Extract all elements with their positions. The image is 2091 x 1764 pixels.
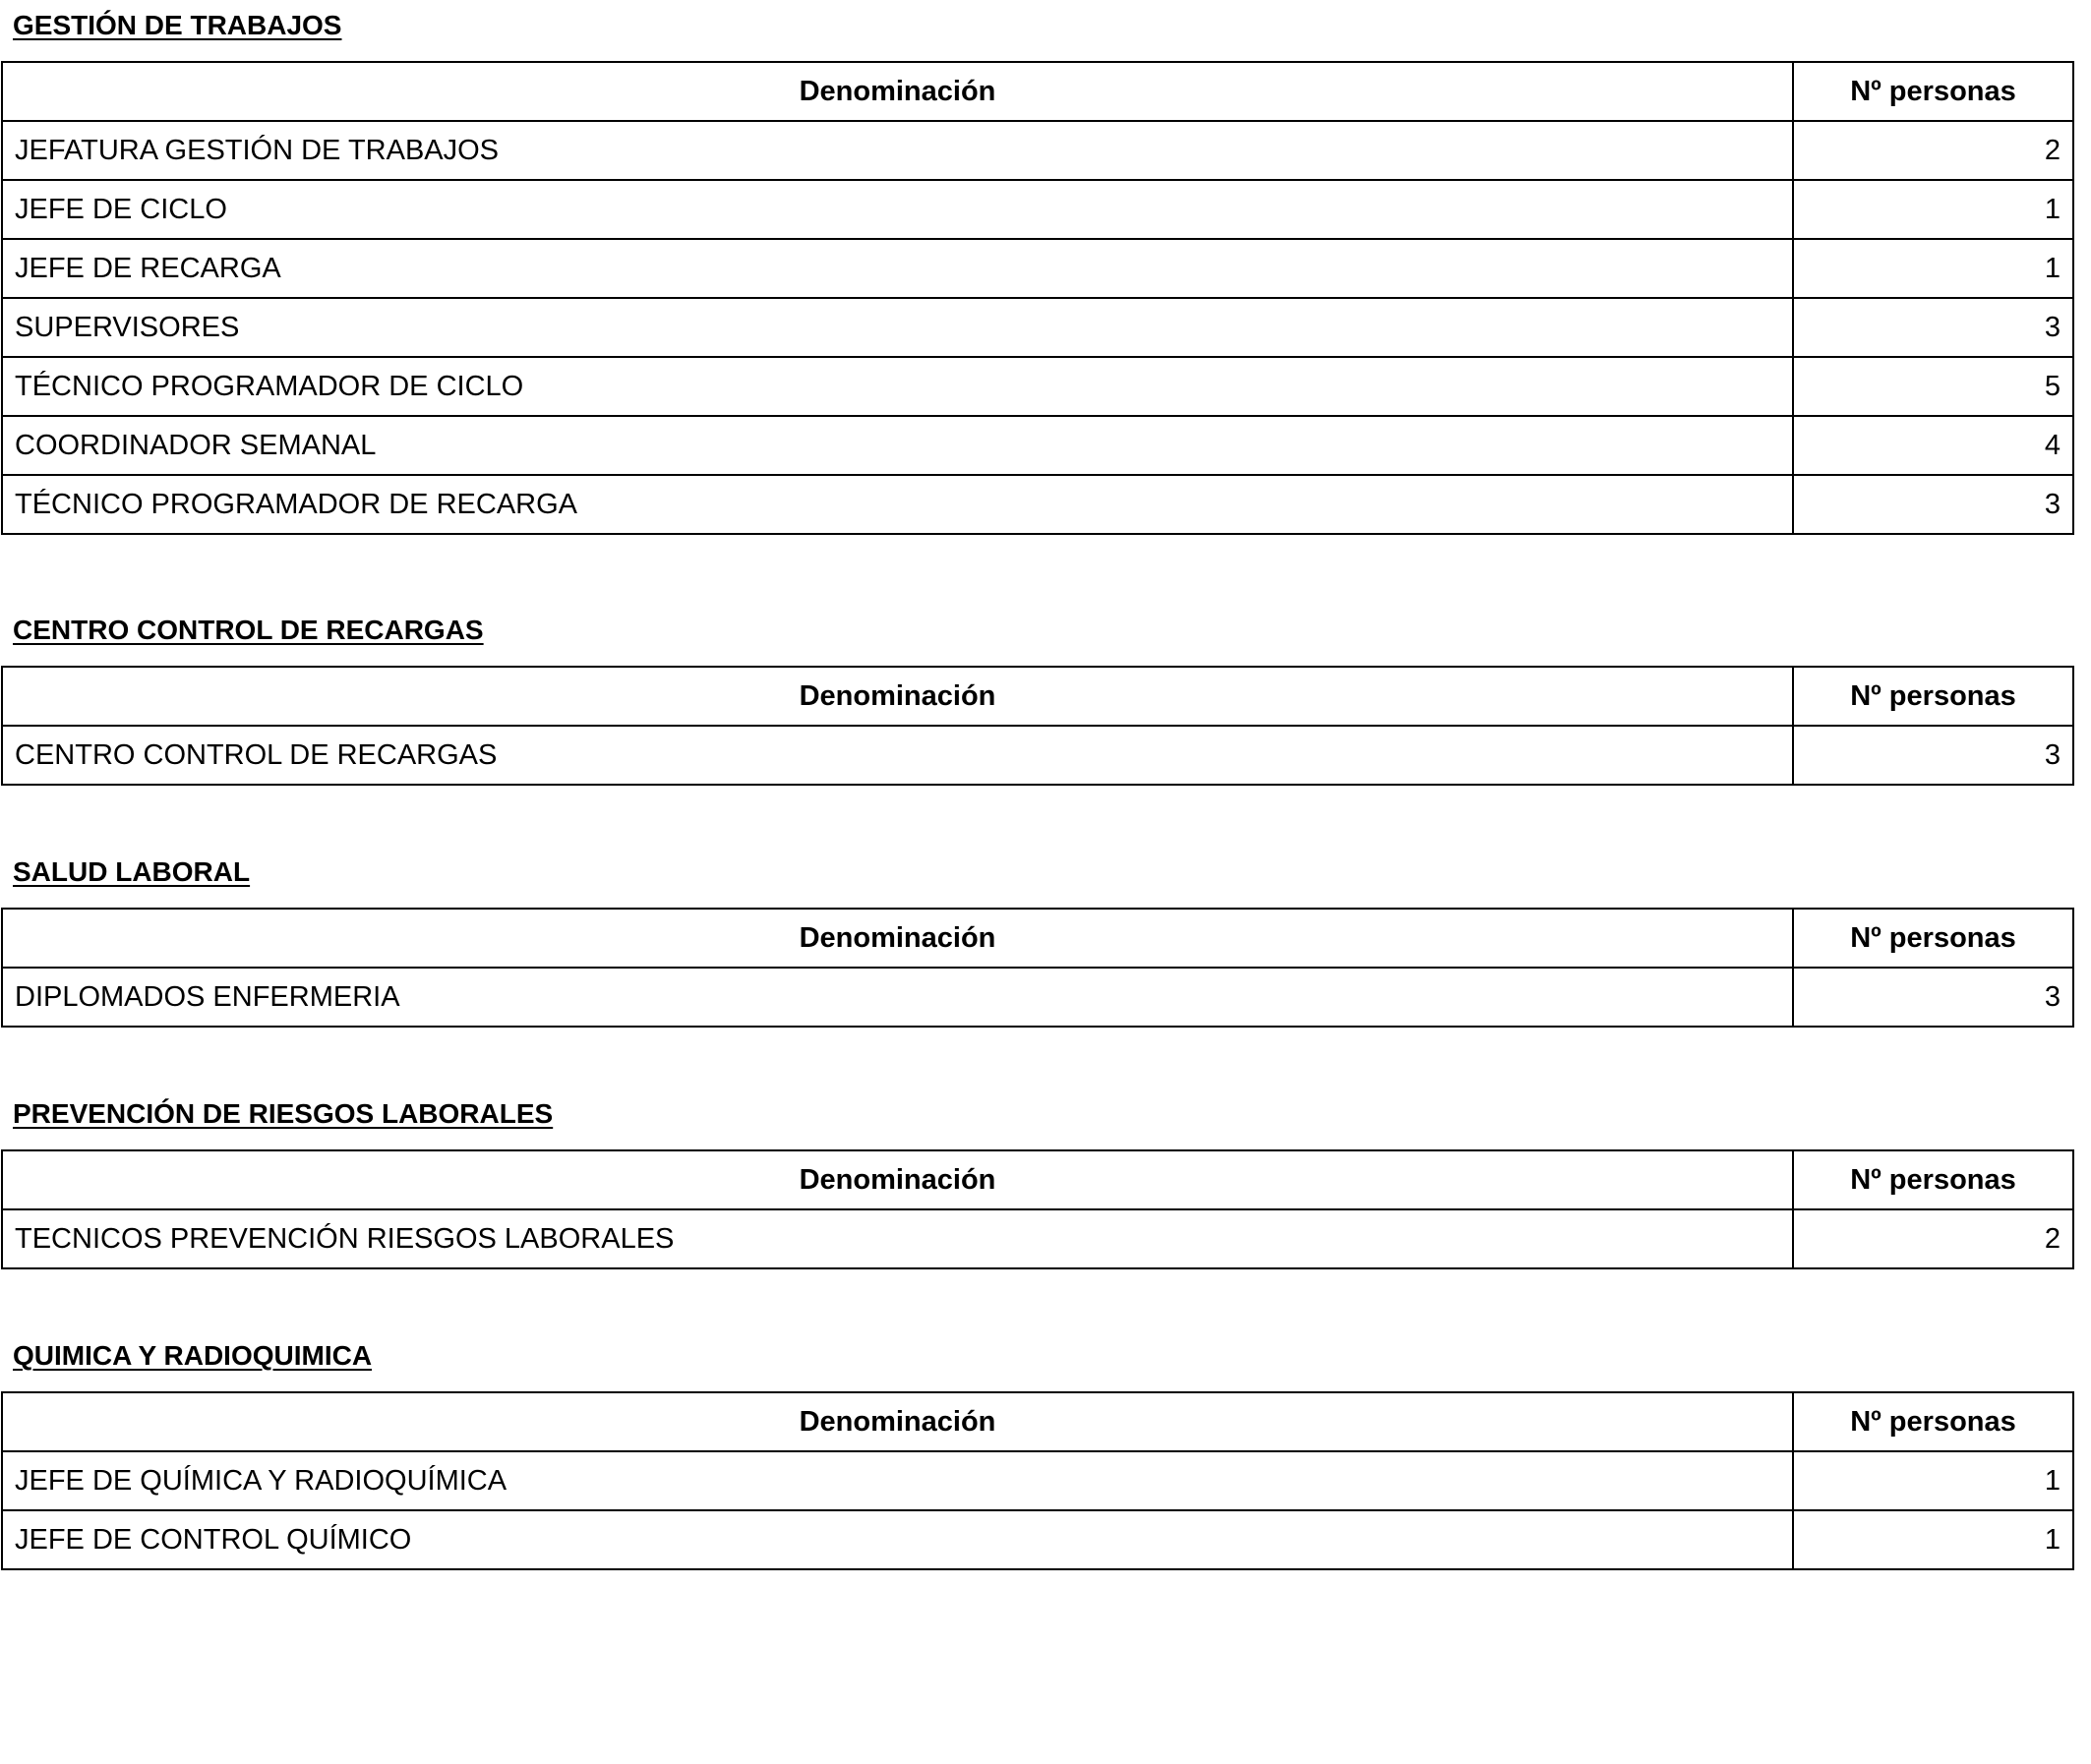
table-row	[2, 726, 2073, 785]
cell-denominacion: TECNICOS PREVENCIÓN RIESGOS LABORALES	[2, 1209, 1793, 1268]
table-row	[2, 1510, 2073, 1569]
cell-denominacion: DIPLOMADOS ENFERMERIA	[2, 968, 1793, 1027]
column-header-denominacion: Denominación	[2, 1392, 1793, 1451]
staff-table	[1, 61, 2074, 535]
table-row	[2, 357, 2073, 416]
cell-n-personas: 2	[1793, 1209, 2073, 1268]
cell-n-personas: 4	[1793, 416, 2073, 475]
cell-n-personas: 1	[1793, 180, 2073, 239]
cell-n-personas: 2	[1793, 121, 2073, 180]
table-header-row	[2, 667, 2073, 726]
section-title: QUIMICA Y RADIOQUIMICA	[13, 1340, 373, 1371]
staff-table	[1, 1391, 2074, 1570]
cell-n-personas: 3	[1793, 298, 2073, 357]
cell-n-personas: 1	[1793, 1510, 2073, 1569]
table-header-row	[2, 1150, 2073, 1209]
cell-denominacion: JEFE DE CICLO	[2, 180, 1793, 239]
cell-denominacion: SUPERVISORES	[2, 298, 1793, 357]
column-header-denominacion: Denominación	[2, 667, 1793, 726]
table-row	[2, 968, 2073, 1027]
staff-table	[1, 908, 2074, 1028]
column-header-n-personas: Nº personas	[1793, 1392, 2073, 1451]
column-header-n-personas: Nº personas	[1793, 909, 2073, 968]
table-row	[2, 298, 2073, 357]
table-row	[2, 121, 2073, 180]
cell-denominacion: JEFE DE CONTROL QUÍMICO	[2, 1510, 1793, 1569]
table-row	[2, 416, 2073, 475]
cell-n-personas: 3	[1793, 968, 2073, 1027]
cell-n-personas: 3	[1793, 475, 2073, 534]
cell-n-personas: 1	[1793, 1451, 2073, 1510]
section-title: CENTRO CONTROL DE RECARGAS	[13, 615, 484, 645]
table-header-row	[2, 909, 2073, 968]
section-title: GESTIÓN DE TRABAJOS	[13, 10, 342, 40]
cell-denominacion: TÉCNICO PROGRAMADOR DE RECARGA	[2, 475, 1793, 534]
column-header-n-personas: Nº personas	[1793, 667, 2073, 726]
cell-n-personas: 3	[1793, 726, 2073, 785]
column-header-denominacion: Denominación	[2, 1150, 1793, 1209]
table-header-row	[2, 62, 2073, 121]
cell-denominacion: TÉCNICO PROGRAMADOR DE CICLO	[2, 357, 1793, 416]
table-row	[2, 1209, 2073, 1268]
column-header-n-personas: Nº personas	[1793, 62, 2073, 121]
staff-table	[1, 666, 2074, 786]
table-row	[2, 180, 2073, 239]
section-title: SALUD LABORAL	[13, 856, 251, 887]
cell-n-personas: 5	[1793, 357, 2073, 416]
table-row	[2, 475, 2073, 534]
section-title: PREVENCIÓN DE RIESGOS LABORALES	[13, 1098, 554, 1129]
cell-denominacion: JEFE DE RECARGA	[2, 239, 1793, 298]
cell-denominacion: JEFE DE QUÍMICA Y RADIOQUÍMICA	[2, 1451, 1793, 1510]
cell-denominacion: JEFATURA GESTIÓN DE TRABAJOS	[2, 121, 1793, 180]
cell-denominacion: COORDINADOR SEMANAL	[2, 416, 1793, 475]
table-row	[2, 1451, 2073, 1510]
table-header-row	[2, 1392, 2073, 1451]
table-row	[2, 239, 2073, 298]
cell-denominacion: CENTRO CONTROL DE RECARGAS	[2, 726, 1793, 785]
cell-n-personas: 1	[1793, 239, 2073, 298]
staff-table	[1, 1149, 2074, 1269]
column-header-denominacion: Denominación	[2, 62, 1793, 121]
column-header-denominacion: Denominación	[2, 909, 1793, 968]
column-header-n-personas: Nº personas	[1793, 1150, 2073, 1209]
